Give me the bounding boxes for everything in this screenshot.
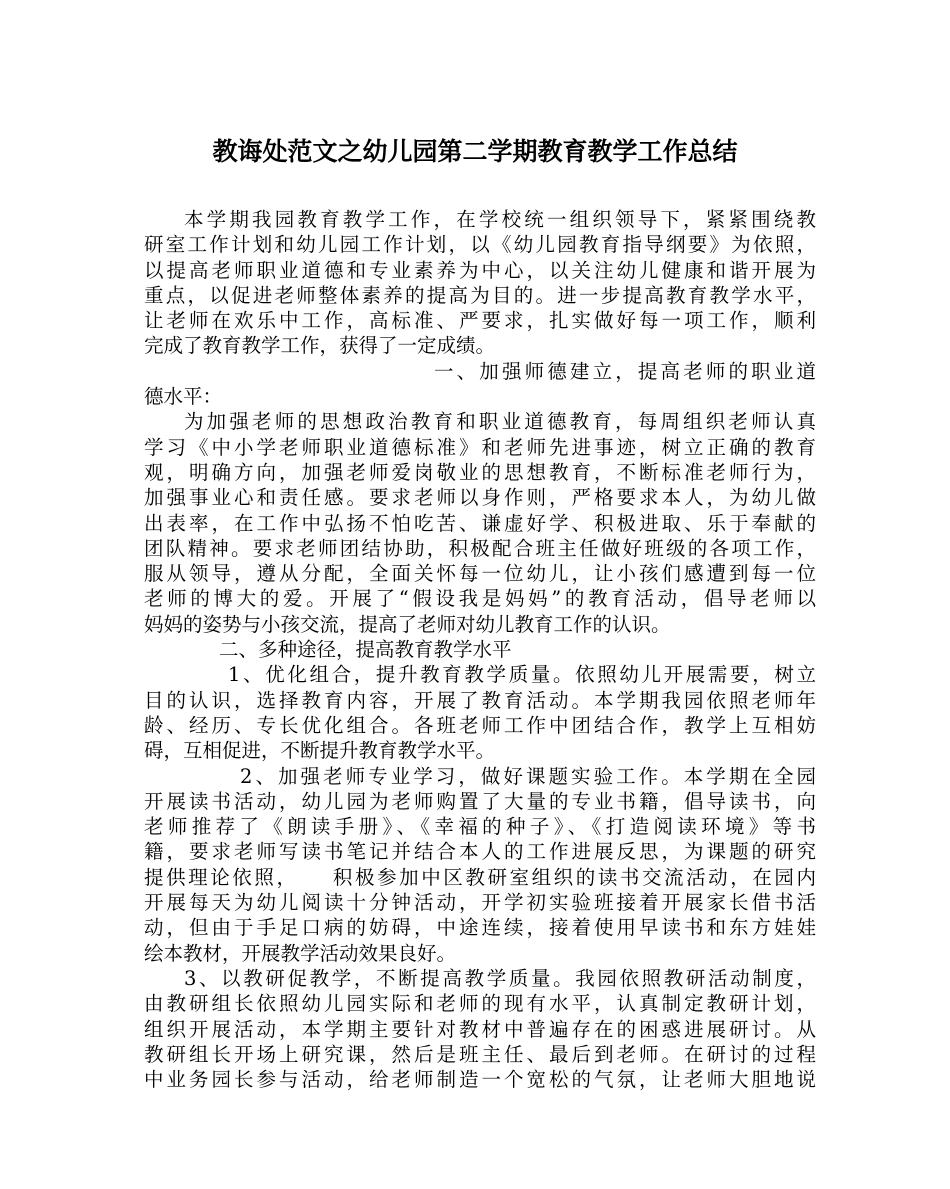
text-line: 老师推荐了《朗读手册》、《幸福的种子》、《打造阅读环境》等书 (144, 815, 816, 839)
document-title: 教诲处范文之幼儿园第二学期教育教学工作总结 (212, 137, 738, 166)
text-line: 2、加强老师专业学习，做好课题实验工作。本学期在全园 (240, 764, 816, 788)
text-line: 重点，以促进老师整体素养的提高为目的。进一步提高教育教学水平， (144, 283, 816, 307)
text-line: 3、以教研促教学，不断提高教学质量。我园依照教研活动制度， (184, 966, 816, 990)
text-line: 本学期我园教育教学工作，在学校统一组织领导下，紧紧围绕教 (184, 208, 816, 231)
text-line: 加强事业心和责任感。要求老师以身作则，严格要求本人，为幼儿做 (144, 486, 816, 510)
text-line: 观，明确方向，加强老师爱岗敬业的思想教育，不断标准老师行为， (144, 460, 816, 484)
text-line: 教研组长开场上研究课，然后是班主任、最后到老师。在研讨的过程 (144, 1042, 816, 1066)
text-line: 开展读书活动，幼儿园为老师购置了大量的专业书籍，倡导读书，向 (144, 789, 816, 813)
text-line: 一、加强师德建立，提高老师的职业道 (434, 359, 816, 383)
document-body (144, 207, 816, 1092)
text-line: 以提高老师职业道德和专业素养为中心，以关注幼儿健康和谐开展为 (144, 258, 816, 282)
text-line: 动，但由于手足口病的妨碍，中途连续，接着使用早读书和东方娃娃 (144, 916, 816, 940)
text-line: 龄、经历、专长优化组合。各班老师工作中团结合作，教学上互相妨 (144, 713, 816, 737)
text-line: 妈妈的姿势与小孩交流，提高了老师对幼儿教育工作的认识。 (144, 612, 671, 636)
text-line: 出表率，在工作中弘扬不怕吃苦、谦虚好学、积极进取、乐于奉献的 (144, 511, 816, 535)
text-line: 籍，要求老师写读书笔记并结合本人的工作进展反思，为课题的研究 (144, 840, 816, 864)
text-line: 德水平： (144, 385, 223, 409)
text-line: 服从领导，遵从分配，全面关怀每一位幼儿，让小孩们感遭到每一位 (144, 562, 816, 586)
text-line: 团队精神。要求老师团结协助，积极配合班主任做好班级的各项工作， (144, 536, 816, 560)
text-line: 研室工作计划和幼儿园工作计划，以《幼儿园教育指导纲要》为依照， (144, 233, 816, 257)
text-line: 开展每天为幼儿阅读十分钟活动，开学初实验班接着开展家长借书活 (144, 891, 816, 915)
text-line: 让老师在欢乐中工作，高标准、严要求，扎实做好每一项工作，顺利 (144, 309, 816, 333)
text-line: 完成了教育教学工作，获得了一定成绩。 (144, 334, 496, 358)
text-line: 老师的博大的爱。开展了“假设我是妈妈”的教育活动，倡导老师以 (144, 587, 816, 611)
text-line: 1、优化组合，提升教育教学质量。依照幼儿开展需要，树立 (228, 663, 816, 687)
text-line: 目的认识，选择教育内容，开展了教育活动。本学期我园依照老师年 (144, 688, 816, 712)
text-line: 为加强老师的思想政治教育和职业道德教育，每周组织老师认真 (184, 410, 816, 434)
text-line: 碍，互相促进，不断提升教育教学水平。 (144, 739, 496, 763)
text-line: 学习《中小学老师职业道德标准》和老师先进事迹，树立正确的教育 (144, 435, 816, 459)
text-line: 由教研组长依照幼儿园实际和老师的现有水平，认真制定教研计划， (144, 992, 816, 1016)
text-line: 组织开展活动，本学期主要针对教材中普遍存在的困惑进展研讨。从 (144, 1017, 816, 1041)
text-line: 提供理论依照， 积极参加中区教研室组织的读书交流活动，在园内 (144, 865, 816, 889)
text-line: 绘本教材，开展教学活动效果良好。 (144, 941, 457, 965)
text-line: 中业务园长参与活动，给老师制造一个宽松的气氛，让老师大胆地说 (144, 1068, 816, 1092)
text-line: 二、多种途径，提高教育教学水平 (219, 638, 512, 662)
